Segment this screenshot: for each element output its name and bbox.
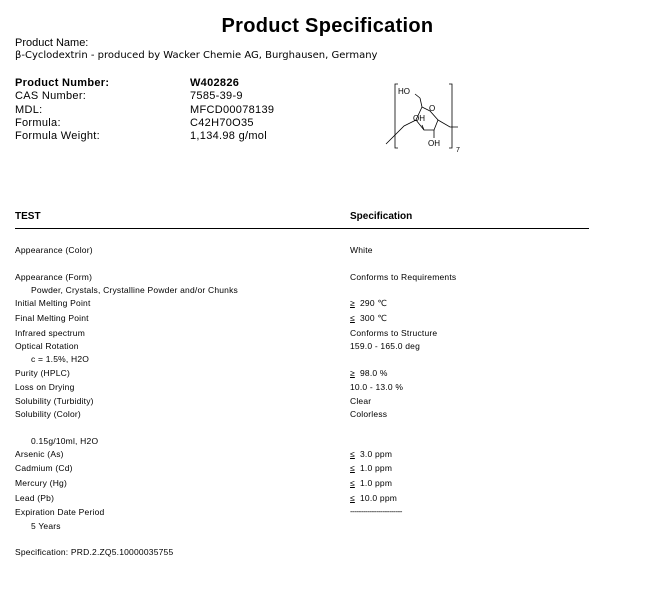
test-mercury: Mercury (Hg) [15,478,67,488]
formula-weight-label: Formula Weight: [15,130,100,142]
spec-expiration-date-period: ------------------------ [350,507,402,516]
spec-value: 3.0 ppm [360,449,393,459]
spec-arsenic [350,449,392,459]
greater-equal-symbol: ≥ [350,368,355,378]
header-divider [15,228,589,229]
product-number-value: W402826 [190,77,240,89]
spec-value: 290 ℃ [360,298,388,308]
specification-footer: Specification: PRD.2.ZQ5.10000035755 [15,547,174,557]
spec-infrared-spectrum: Conforms to Structure [350,328,438,338]
less-equal-symbol: ≤ [350,493,355,503]
spec-solubility-color: Colorless [350,409,388,419]
spec-loss-on-drying: 10.0 - 13.0 % [350,382,404,392]
ring-oxygen-label: O [429,104,436,113]
less-equal-symbol: ≤ [350,463,355,473]
spec-appearance-color: White [350,245,373,255]
spec-value: 1.0 ppm [360,478,393,488]
less-equal-symbol: ≤ [350,478,355,488]
hydroxyl-label-top: HO [398,87,410,96]
test-solubility-condition: 0.15g/10ml, H2O [31,436,99,446]
spec-appearance-form: Conforms to Requirements [350,272,457,282]
formula-weight-value: 1,134.98 g/mol [190,130,267,142]
test-optical-rotation: Optical Rotation [15,341,79,351]
mdl-label: MDL: [15,104,43,116]
test-loss-on-drying: Loss on Drying [15,382,75,392]
product-name-value: β-Cyclodextrin - produced by Wacker Chemie AG, Burghausen, Germany [15,50,378,61]
spec-mercury [350,478,392,488]
spec-final-melting-point [350,313,387,324]
mdl-value: MFCD00078139 [190,104,275,116]
product-name-label: Product Name: [15,37,89,49]
test-column-header: TEST [15,211,41,222]
formula-value: C42H70O35 [190,117,254,129]
chemical-structure-diagram [382,80,472,155]
specification-column-header: Specification [350,211,413,222]
test-arsenic: Arsenic (As) [15,449,64,459]
test-cadmium: Cadmium (Cd) [15,463,73,473]
test-appearance-form: Appearance (Form) [15,272,93,282]
test-lead: Lead (Pb) [15,493,55,503]
spec-optical-rotation: 159.0 - 165.0 deg [350,341,421,351]
spec-value: 98.0 % [360,368,388,378]
spec-value: 300 ℃ [360,313,388,323]
test-purity-hplc: Purity (HPLC) [15,368,71,378]
spec-lead [350,493,397,503]
formula-label: Formula: [15,117,61,129]
repeat-subscript: 7 [456,147,460,154]
test-infrared-spectrum: Infrared spectrum [15,328,86,338]
test-optical-rotation-condition: c = 1.5%, H2O [31,354,90,364]
cas-number-value: 7585-39-9 [190,90,243,102]
less-equal-symbol: ≤ [350,313,355,323]
greater-equal-symbol: ≥ [350,298,355,308]
test-solubility-color: Solubility (Color) [15,409,81,419]
spec-value: 1.0 ppm [360,463,393,473]
hydroxyl-label-bottom: OH [428,139,440,148]
test-appearance-color: Appearance (Color) [15,245,93,255]
test-initial-melting-point: Initial Melting Point [15,298,91,308]
product-number-label: Product Number: [15,77,110,89]
spec-cadmium [350,463,392,473]
test-expiration-years: 5 Years [31,521,61,531]
page-title: Product Specification [221,15,434,37]
test-expiration-date-period: Expiration Date Period [15,507,105,517]
test-appearance-form-detail: Powder, Crystals, Crystalline Powder and/or Chunks [31,285,238,295]
less-equal-symbol: ≤ [350,449,355,459]
test-solubility-turbidity: Solubility (Turbidity) [15,396,94,406]
hydroxyl-label-inner: OH [413,114,425,123]
cas-number-label: CAS Number: [15,90,87,102]
spec-value: 10.0 ppm [360,493,398,503]
spec-solubility-turbidity: Clear [350,396,372,406]
test-final-melting-point: Final Melting Point [15,313,89,323]
spec-purity-hplc [350,368,388,378]
spec-initial-melting-point [350,298,387,309]
